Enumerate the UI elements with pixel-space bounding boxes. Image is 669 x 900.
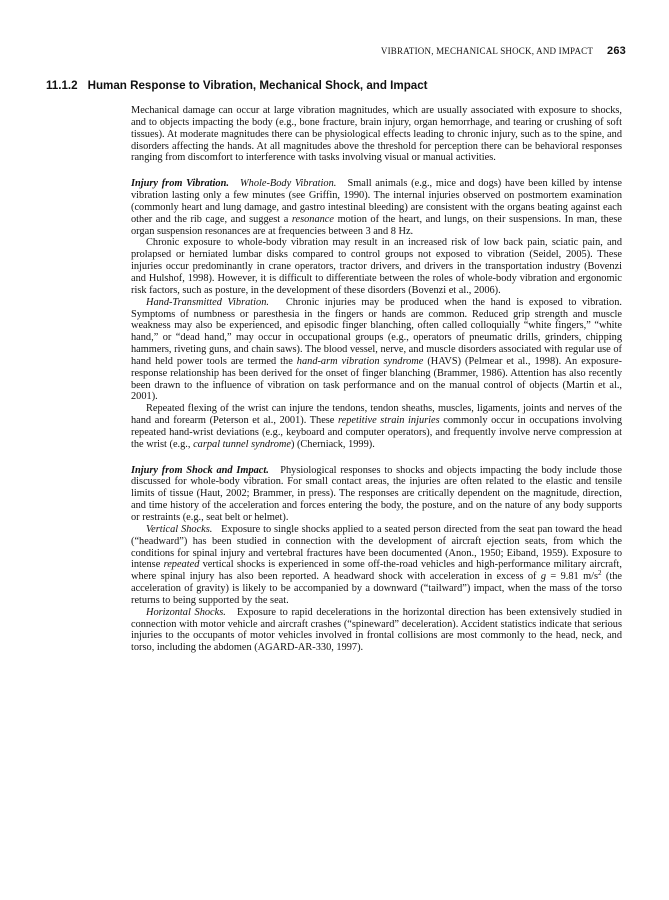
paragraph-shock-impact xyxy=(131,465,622,524)
paragraph-vertical-shocks xyxy=(131,524,622,607)
text-run: (HAVS) (Pelmear et al., 1998). An exposure-response relationship has been derived for the onset of finger blanching (Brammer, 1986). Attention has also recently been drawn to the influence of vibration on task performance and on the manual control of objects (Martin et al., 2001). xyxy=(131,355,622,403)
text-run: Repeated flexing of the wrist can injure the tendons, tendon sheaths, muscles, ligaments, joints and nerves of the hand and forearm (Peterson et al., 2001). These xyxy=(131,403,622,427)
text-run: Chronic injuries may be produced when the hand is exposed to vibration. Symptoms of numbness or paresthesia in the fingers or hands are common. Reduced grip strength and muscle weakness may also be experienced, and episodic finger blanching, often called colloquially “white fingers,” “white hand,” or “dead hand,” may occur in occupational groups (e.g., operators of pneumatic drills, grinders, chipping hammers, riveting guns, and chain saws). The blood vessel, nerve, and muscle disorders associated with regular use of hand held power tools are termed the xyxy=(131,296,622,367)
section-number: 11.1.2 xyxy=(46,79,78,92)
emphasis-repetitive-strain: repetitive strain injuries xyxy=(338,415,440,427)
text-run: Physiological responses to shocks and objects impacting the body include those discussed for whole-body vibration. For small contact areas, the injuries are often related to the elastic and tensile limits of tissue (Haut, 2002; Brammer, in press). The responses are critically dependent on the magnitude, direction, and time history of the acceleration and forces entering the body, the posture, and on the nature of any body supports or restraints (e.g., seat belt or helmet). xyxy=(131,464,622,523)
subheading-horizontal-shocks: Horizontal Shocks. xyxy=(146,606,226,618)
paragraph-horizontal-shocks xyxy=(131,607,622,654)
emphasis-havs: hand-arm vibration syndrome xyxy=(296,355,424,367)
runin-heading-vibration: Injury from Vibration. xyxy=(131,178,229,190)
subheading-whole-body: Whole-Body Vibration. xyxy=(240,178,337,190)
text-run: Exposure to single shocks applied to a seated person directed from the seat pan toward the head (“headward”) has been studied in connection with the development of aircraft ejection seats, from which the conditions for spinal injury and vertebral fractures have been documented (Anon., 1950; Eiband, 1959). Exposure to intense xyxy=(131,523,622,571)
text-run: Exposure to rapid decelerations in the horizontal direction has been extensively studied in connection with motor vehicle and aircraft crashes (“spineward” deceleration). Accident statistics indicate that serious injuries to the occupants of motor vehicles involved in frontal collisions are most commonly to the head, neck, and torso, including the abdomen (AGARD-AR-330, 1997). xyxy=(131,606,622,654)
symbol-g: g xyxy=(540,571,547,583)
text-run: (the acceleration of gravity) is likely to be accompanied by a downward (“tailward”) impact, when the mass of the torso returns to being supported by the seat. xyxy=(131,571,623,606)
text-run: Small animals (e.g., mice and dogs) have been killed by intense vibration lasting only a few minutes (see Griffin, 1990). The internal injuries observed on postmortem examination (commonly heart and lung damage, and gastro intestinal bleeding) are consistent with the organs beating against each other and the rib cage, and suggest a xyxy=(131,178,622,225)
paragraph-intro: Mechanical damage can occur at large vibration magnitudes, which are usually associated with exposure to shocks, and to objects impacting the body (e.g., bone fracture, brain injury, organ hemorrhage, and tearing or crushing of soft tissues). At moderate magnitudes there can be physiological effects leading to chronic injury, such as to the spine, and disorders affecting the hands. At all magnitudes above the threshold for perception there can be behavioral responses ranging from discomfort to interference with tasks involving visual or manual activities. xyxy=(131,105,622,164)
text-run: commonly occur in occupations involving repeated hand-wrist deviations (e.g., keyboard and computer operators), and frequently involve nerve compression at the wrist (e.g., xyxy=(131,415,622,450)
superscript-2: 2 xyxy=(598,569,602,578)
section-title: Human Response to Vibration, Mechanical Shock, and Impact xyxy=(87,79,428,92)
text-run: = 9.81 m/s xyxy=(550,571,599,583)
page-number: 263 xyxy=(607,45,626,57)
text-run: ) (Cherniack, 1999). xyxy=(290,438,375,450)
runin-heading-shock: Injury from Shock and Impact. xyxy=(131,464,269,476)
emphasis-resonance: resonance xyxy=(291,213,334,225)
paragraph-whole-body-vibration xyxy=(131,178,622,237)
subheading-hand-transmitted: Hand-Transmitted Vibration. xyxy=(146,296,269,308)
paragraph-repetitive-strain xyxy=(131,403,622,450)
paragraph-hand-transmitted xyxy=(131,297,622,404)
emphasis-carpal-tunnel: carpal tunnel syndrome xyxy=(193,438,291,450)
emphasis-repeated: repeated xyxy=(163,559,200,571)
section-heading xyxy=(46,79,636,92)
body-text xyxy=(131,105,622,654)
text-run: vertical shocks is experienced in some off-the-road vehicles and high-performance military aircraft, where spinal injury has also been reported. A headward shock with acceleration in excess of xyxy=(131,559,623,583)
running-head-title: VIBRATION, MECHANICAL SHOCK, AND IMPACT xyxy=(380,46,594,56)
paragraph-chronic-exposure: Chronic exposure to whole-body vibration may result in an increased risk of low back pain, sciatic pain, and prolapsed or herniated lumbar disks compared to control groups not exposed to vibration (Seidel, 2005). These injuries occur predominantly in crane operators, tractor drivers, and drivers in the transportation industry (Bovenzi and Hulshof, 1998). However, it is difficult to differentiate between the roles of whole-body vibration and ergonomic risk factors, such as posture, in the development of these disorders (Bovenzi et al., 2006). xyxy=(131,237,622,296)
text-run: motion of the heart, and lungs, on their suspensions. In man, these organ suspension resonances are at frequencies between 3 and 8 Hz. xyxy=(131,213,622,237)
subheading-vertical-shocks: Vertical Shocks. xyxy=(146,523,213,535)
running-head xyxy=(130,45,626,57)
